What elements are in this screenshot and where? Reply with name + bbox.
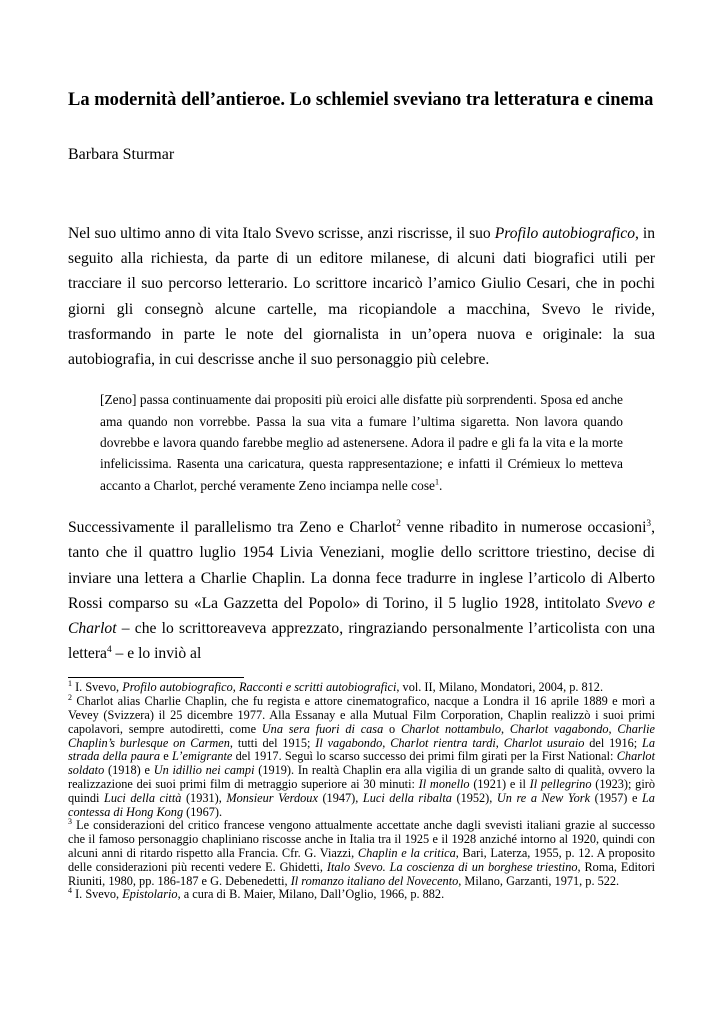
italic-text: Epistolario <box>122 887 178 902</box>
italic-text: Luci della ribalta <box>362 790 452 805</box>
text-run: , Milano, Garzanti, 1971, p. 522. <box>458 873 620 888</box>
italic-text: Charlot vagabondo <box>509 721 609 736</box>
text-run: (1931), <box>181 790 227 805</box>
footnote <box>68 819 655 888</box>
text-run: o <box>383 721 401 736</box>
text-run: , Bari, Laterza, 1955, p. 12. A proposito delle considerazioni più recenti vedere E. Ghidetti, <box>68 846 656 874</box>
paper-title: La modernità dell’antieroe. Lo schlemiel sveviano tra letteratura e cinema <box>68 90 654 110</box>
text-run: Successivamente il parallelismo tra Zeno e Charlot <box>68 519 397 537</box>
text-run: Le considerazioni del critico francese vengono attualmente accettate anche dagli svevisti italiani grazie al successo che il famoso personaggio chapliniano riscosse anche in Italia tra il 1925 e il 1928 anziché intorno al 1920, quindi con alcuni anni di ritardo rispetto alla Francia. Cfr. G. Viazzi, <box>68 818 655 861</box>
text-run: , Roma, Editori Riuniti, 1980, pp. 186-187 e G. Debenedetti, <box>68 859 655 888</box>
italic-text: Italo Svevo. La coscienza di un borghese triestino <box>326 859 578 874</box>
italic-text: Svevo e Charlot <box>68 594 655 638</box>
text-run: venne ribadito in numerose occasioni <box>400 519 647 537</box>
italic-text: Il monello <box>418 777 470 792</box>
text-run: , a cura di B. Maier, Milano, Dall’Oglio, 1966, p. 882. <box>177 887 445 902</box>
footnotes <box>68 681 655 902</box>
document-page <box>68 84 655 902</box>
footnote-separator <box>68 677 244 678</box>
italic-text: Il romanzo italiano del Novecento <box>290 873 459 888</box>
italic-text: Charlot nottambulo <box>400 721 501 736</box>
text-run: (1923); girò quindi <box>68 777 655 805</box>
text-run: Charlot alias Charlie Chaplin, che fu regista e attore cinematografico, nacque a Londra il 16 aprile 1889 e morì a Vevey (Svizzera) il 25 dicembre 1977. Alla Essanay e alla Mutual Film Corporation, Chaplin realizzò i suoi primi capolavori, sempre autodiretti, come <box>68 694 655 736</box>
text-run: e <box>159 749 173 764</box>
footnote-marker: 3 <box>68 817 72 827</box>
footnote <box>68 695 655 819</box>
text-run: (1952), <box>451 790 497 805</box>
text-run: , tutti del 1915; <box>229 735 316 750</box>
text-run: , <box>495 735 504 750</box>
footnote-marker: 2 <box>68 693 72 703</box>
text-run: I. Svevo, <box>72 887 123 902</box>
italic-text: Monsieur Verdoux <box>226 790 318 805</box>
italic-text: La contessa di Hong Kong <box>68 790 655 819</box>
footnote-marker: 4 <box>68 886 72 896</box>
text-run: , in seguito alla richiesta, da parte di un editore milanese, di alcuni dati biografici utili per tracciare il suo percorso letterario. Lo scrittore incaricò l’amico Giulio Cesari, che in pochi giorni gli consegnò alcune cartelle, ma ricopiandole a macchina, Svevo le rivide, trasformando in parte le note del giornalista in un’opera nuova e originale: la sua autobiografia, in cui descrisse anche il suo personaggio più celebre. <box>68 225 656 369</box>
italic-text: Chaplin e la critica <box>357 846 456 861</box>
text-run: , <box>232 680 239 695</box>
italic-text: Racconti e scritti autobiografici <box>238 680 397 695</box>
text-run: (1919). In realtà Chaplin era alla vigilia di un grande salto di qualità, ovvero la realizzazione dei suoi primi film di metraggio superiore ai 30 minuti: <box>68 763 655 792</box>
text-run: , vol. II, Milano, Mondatori, 2004, p. 812. <box>396 680 604 695</box>
italic-text: L’emigrante <box>172 749 233 764</box>
text-run: I. Svevo, <box>72 680 123 695</box>
footnote-marker: 3 <box>646 519 652 530</box>
italic-text: Charlie Chaplin’s burlesque on Carmen <box>68 721 655 750</box>
text-run: del 1916; <box>584 735 643 750</box>
text-run: (1947), <box>317 790 363 805</box>
text-run: (1957) e <box>590 790 642 805</box>
text-run: , tanto che il quattro luglio 1954 Livia Veneziani, moglie dello scrittore triestino, decise di inviare una lettera a Charlie Chaplin. La donna fece tradurre in inglese l’articolo di Alberto Rossi comparso su «La Gazzetta del Popolo» di Torino, il 5 luglio 1928, intitolato <box>68 519 655 612</box>
italic-text: Luci della città <box>103 790 182 805</box>
text-run: , <box>501 721 510 736</box>
footnote-marker: 4 <box>106 645 112 656</box>
text-run: , <box>608 721 618 736</box>
italic-text: Il pellegrino <box>529 777 592 792</box>
text-run: (1921) e il <box>469 777 530 792</box>
footnote-marker: 1 <box>68 679 72 689</box>
text-run: (1967). <box>183 804 223 819</box>
body-paragraph <box>68 221 655 372</box>
block-quote <box>100 389 623 496</box>
author-name: Barbara Sturmar <box>68 146 175 163</box>
italic-text: Profilo autobiografico <box>122 680 233 695</box>
text-run: . <box>438 477 443 493</box>
text-run: – che lo scrittoreaveva apprezzato, ringraziando personalmente l’articolista con una lettera <box>68 620 655 663</box>
italic-text: Un idillio nei campi <box>153 763 255 778</box>
footnote <box>68 888 655 902</box>
italic-text: La strada della paura <box>68 735 656 764</box>
text-run: [Zeno] passa continuamente dai propositi più eroici alle disfatte più sorprendenti. Sposa ed anche ama quando non vorrebbe. Passa la sua vita a fumare l’ultima sigaretta. Non lavora quando dovrebbe e lavora quando farebbe meglio ad astenersene. Adora il padre e gli fa la vita e la morte infelicissima. Rasenta una caricatura, questa rappresentazione; e infatti il Crémieux lo metteva accanto a Charlot, perché veramente Zeno inciampa nelle cose <box>100 392 623 493</box>
text-run: del 1917. Seguì lo scarso successo dei primi film girati per la First National: <box>232 749 617 764</box>
text-run: – e lo inviò al <box>111 645 202 663</box>
italic-text: Charlot soldato <box>68 749 655 778</box>
text-run: , <box>382 735 391 750</box>
italic-text: Charlot rientra tardi <box>390 735 496 750</box>
footnote-marker: 2 <box>396 519 401 530</box>
italic-text: Un re a New York <box>496 790 591 805</box>
italic-text: Profilo autobiografico <box>494 225 635 242</box>
italic-text: Una sera fuori di casa <box>261 721 384 736</box>
footnote-marker: 1 <box>434 477 439 487</box>
italic-text: Charlot usuraio <box>503 735 585 750</box>
italic-text: Il vagabondo <box>315 735 383 750</box>
text-run: Nel suo ultimo anno di vita Italo Svevo scrisse, anzi riscrisse, il suo <box>68 225 495 242</box>
text-run: (1918) e <box>104 763 154 778</box>
body-paragraph <box>68 515 655 666</box>
